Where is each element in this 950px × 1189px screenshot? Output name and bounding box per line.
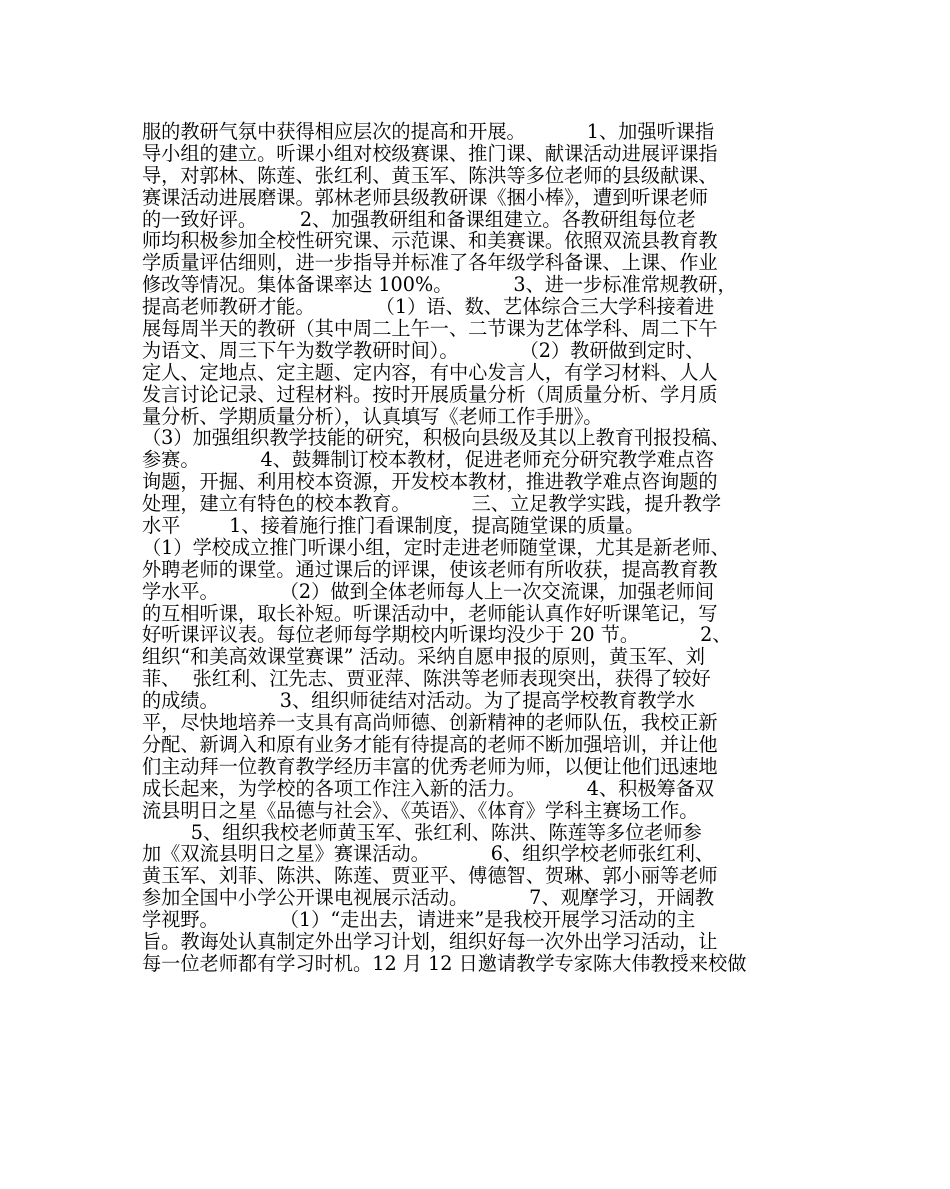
text-line: 分配、新调入和原有业务才能有待提高的老师不断加强培训，并让他 [142, 732, 718, 756]
text-line: 黄玉军、刘菲、陈洪、陈莲、贾亚平、傅德智、贺琳、郭小丽等老师 [142, 864, 718, 888]
text-line: 发言讨论记录、过程材料。按时开展质量分析（周质量分析、学月质 [142, 382, 718, 406]
text-line: 为语文、周三下午为数学教研时间）。 （2）教研做到定时、 [142, 338, 705, 362]
text-line: 旨。教诲处认真制定外出学习计划，组织好每一次外出学习活动，让 [142, 929, 718, 953]
text-line: 学水平。 （2）做到全体老师每人上一次交流课，加强老师间 [142, 579, 715, 603]
text-line: 参加全国中小学公开课电视展示活动。 7、观摩学习，开阔教 [142, 886, 715, 910]
text-line: 询题，开掘、利用校本资源，开发校本教材，推进教学难点咨询题的 [142, 470, 718, 494]
text-line: 成长起来，为学校的各项工作注入新的活力。 4、积极筹备双 [142, 776, 715, 800]
text-line: 平，尽快地培养一支具有高尚师德、创新精神的老师队伍，我校正新 [142, 711, 718, 735]
text-line: （3）加强组织教学技能的研究，积极向县级及其以上教育刊报投稿、 [142, 426, 730, 450]
text-line: 好听课评议表。每位老师每学期校内听课均没少于 20 节。 2、 [142, 623, 732, 647]
text-line: 定人、定地点、定主题、定内容，有中心发言人，有学习材料、人人 [142, 360, 718, 384]
text-line: 加《双流县明日之星》赛课活动。 6、组织学校老师张红利、 [142, 842, 715, 866]
text-line: 学质量评估细则，进一步指导并标准了各年级学科备课、上课、作业 [142, 251, 718, 275]
text-line: 学视野。 （1）“走出去，请进来”是我校开展学习活动的主 [142, 908, 696, 932]
text-line: 处理，建立有特色的校本教育。 三、立足教学实践，提升教学 [142, 492, 722, 516]
text-line: 的一致好评。 2、加强教研组和备课组建立。各教研组每位老 [142, 207, 696, 231]
text-line: 量分析、学期质量分析），认真填写《老师工作手册》。 [142, 404, 603, 428]
text-line: 外聘老师的课堂。通过课后的评课，使该老师有所收获，提高教育教 [142, 557, 718, 581]
text-line: 菲、 张红利、江先志、贾亚萍、陈洪等老师表现突出，获得了较好 [142, 667, 711, 691]
text-line: 5、组织我校老师黄玉军、张红利、陈洪、陈莲等多位老师参 [142, 820, 702, 844]
text-line: 的互相听课，取长补短。听课活动中，老师能认真作好听课笔记，写 [142, 601, 718, 625]
text-line: 的成绩。 3、组织师徒结对活动。为了提高学校教育教学水 [142, 689, 695, 713]
text-line: 参赛。 4、鼓舞制订校本教材，促进老师充分研究教学难点咨 [142, 448, 715, 472]
text-line: 组织“和美高效课堂赛课” 活动。采纳自愿申报的原则，黄玉军、刘 [142, 645, 705, 669]
text-line: （1）学校成立推门听课小组，定时走进老师随堂课，尤其是新老师、 [142, 535, 730, 559]
text-line: 赛课活动进展磨课。郭林老师县级教研课《捆小棒》，遭到听课老师 [142, 185, 709, 209]
text-line: 导小组的建立。听课小组对校级赛课、推门课、献课活动进展评课指 [142, 141, 718, 165]
text-line: 导，对郭林、陈莲、张红利、黄玉军、陈洪等多位老师的县级献课、 [142, 163, 718, 187]
document-body [142, 121, 832, 975]
text-line: 水平 1、接着施行推门看课制度，提高随堂课的质量。 [142, 514, 645, 538]
text-line: 展每周半天的教研（其中周二上午一、二节课为艺体学科、周二下午 [142, 317, 718, 341]
text-line: 每一位老师都有学习时机。12 月 12 日邀请教学专家陈大伟教授来校做 [142, 951, 747, 975]
text-line: 们主动拜一位教育教学经历丰富的优秀老师为师，以便让他们迅速地 [142, 754, 718, 778]
text-line: 提高老师教研才能。 （1）语、数、艺体综合三大学科接着进 [142, 295, 715, 319]
text-line: 流县明日之星《品德与社会》、《英语》、《体育》学科主赛场工作。 [142, 798, 699, 822]
text-line: 服的教研气氛中获得相应层次的提高和开展。 1、加强听课指 [142, 120, 715, 143]
text-line: 师均积极参加全校性研究课、示范课、和美赛课。依照双流县教育教 [142, 229, 718, 253]
text-line: 修改等情况。集体备课率达 100%。 3、进一步标准常规教研， [142, 273, 737, 297]
